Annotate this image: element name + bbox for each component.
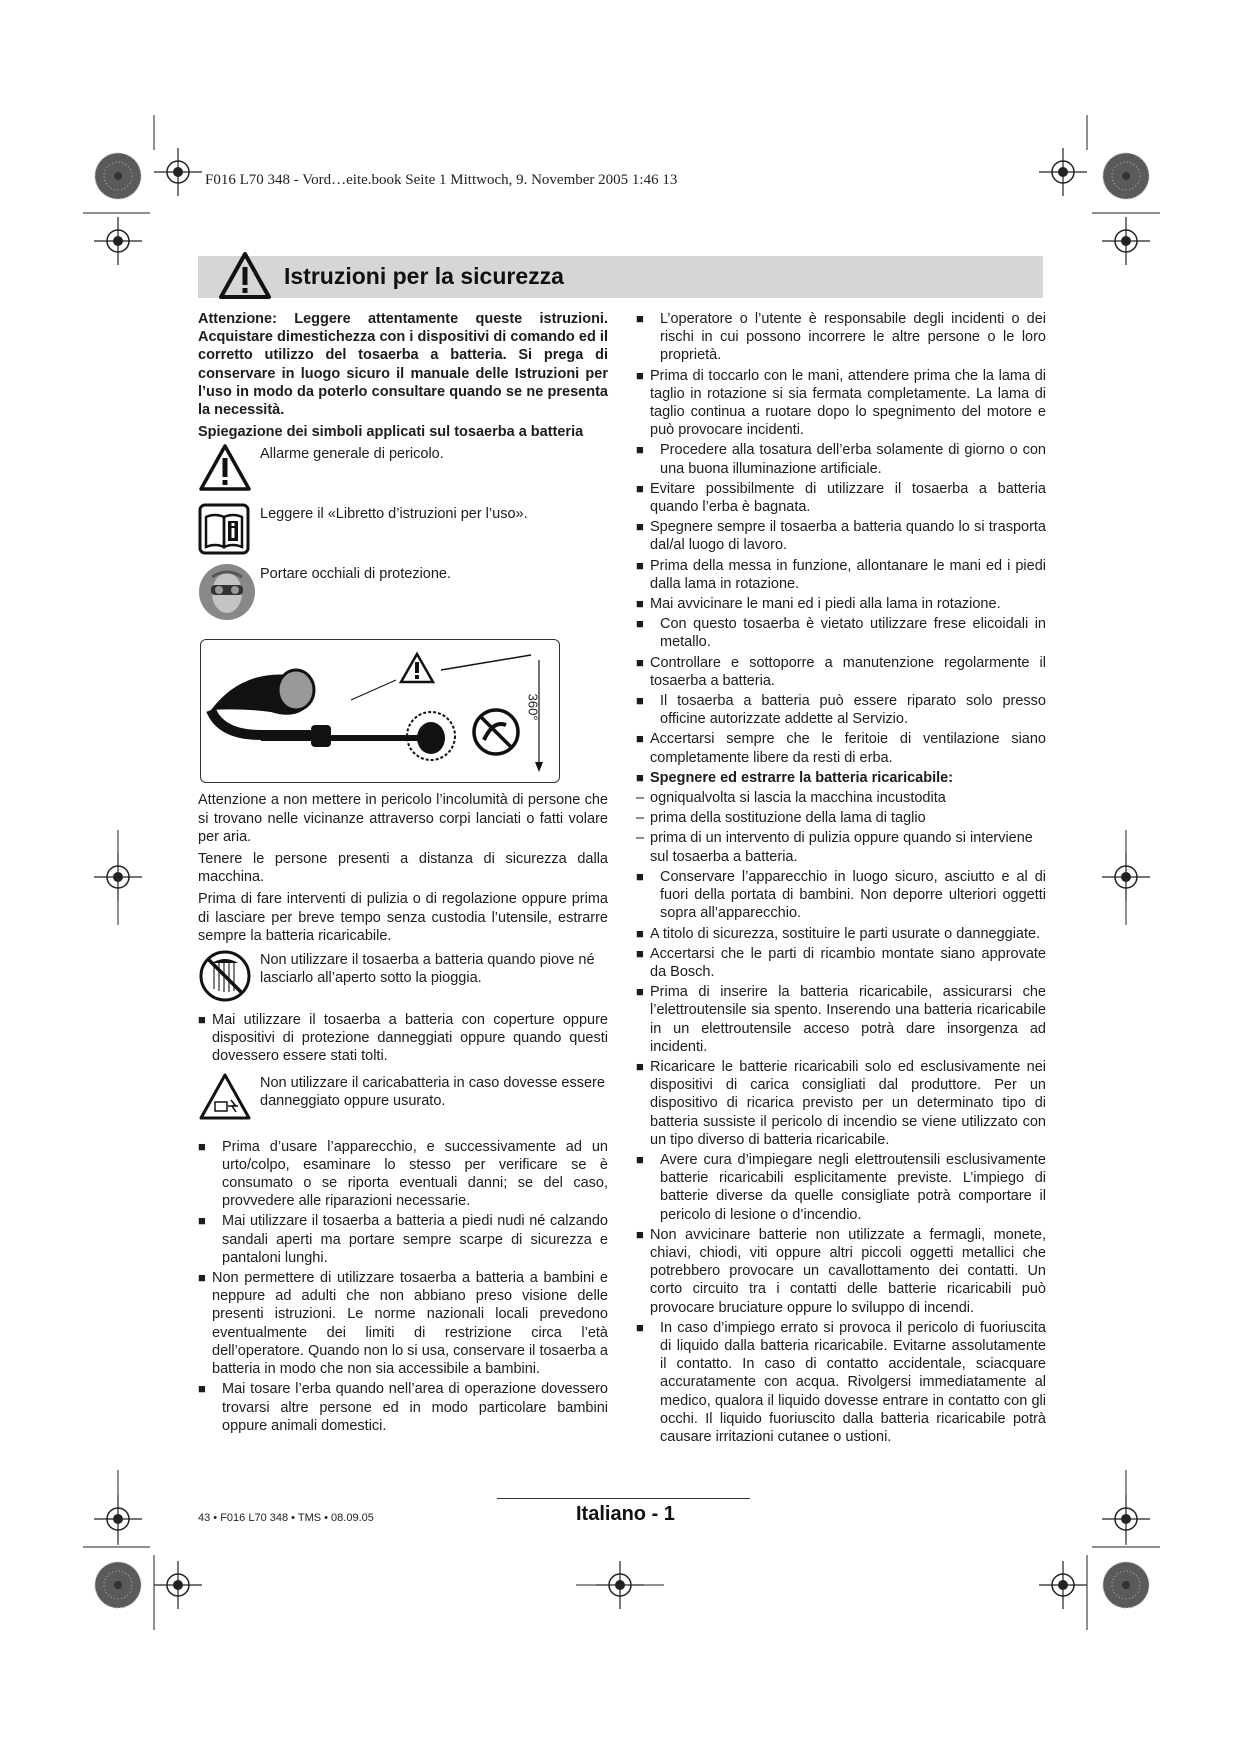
- bullet-item: ■ Procedere alla tosatura dell’erba solamente di giorno o con una buona illuminazione artificiale.: [636, 442, 1046, 477]
- print-slug: F016 L70 348 - Vord…eite.book Seite 1 Mittwoch, 9. November 2005 1:46 13: [205, 172, 678, 188]
- symbol-row: [198, 1072, 608, 1134]
- body-paragraph: Tenere le persone presenti a distanza di sicurezza dalla macchina.: [198, 851, 608, 886]
- symbol-label: Allarme generale di pericolo.: [260, 446, 444, 463]
- bullet-item: ■ A titolo di sicurezza, sostituire le parti usurate o danneggiate.: [636, 925, 1041, 942]
- symbol-label: Non utilizzare il caricabatteria in caso dovesse essere danneggiato oppure usurato.: [260, 1074, 605, 1109]
- bullet-item: ■ Accertarsi che le parti di ricambio montate siano approvate da Bosch.: [636, 945, 1046, 980]
- trimmer-illustration: [201, 640, 559, 782]
- bullet-item: ■ Prima di toccarlo con le mani, attendere prima che la lama di taglio in rotazione si sia fermata completamente. La lama di taglio continua a ruotare dopo lo spegnimento del motore e può provocare incidenti.: [636, 367, 1046, 439]
- warning-triangle-icon: [218, 251, 272, 301]
- bullet-item: ■ Spegnere ed estrarre la batteria ricaricabile:: [636, 769, 954, 786]
- bullet-item: ■ Mai utilizzare il tosaerba a batteria con coperture oppure dispositivi di protezione danneggiati oppure quando questi dovessero essere stati tolti.: [198, 1012, 608, 1065]
- bullet-item: ■ Controllare e sottoporre a manutenzione regolarmente il tosaerba a batteria.: [636, 654, 1046, 689]
- bullet-item: ■ In caso d’impiego errato si provoca il pericolo di fuoriuscita di liquido dalla batteria ricaricabile. Evitarne assolutamente il contatto. In caso di contatto accidentale, sciacquare accuratamente con acqua. Rivolgersi immediatamente al medico, qualora il liquido dovesse entrare in contatto con gli occhi. Il liquido fuoriuscito dalla batteria ricaricabile potrà causare irritazioni cutanee o ustioni.: [636, 1319, 1046, 1445]
- left-column: [198, 310, 608, 1437]
- symbol-row: [198, 443, 608, 499]
- dash-item: – prima di un intervento di pulizia oppure quando si interviene sul tosaerba a batteria.: [636, 830, 1033, 865]
- bullet-item: ■ Con questo tosaerba è vietato utilizzare frese elicoidali in metallo.: [636, 616, 1046, 651]
- bullet-item: ■ Prima d’usare l’apparecchio, e successivamente ad un urto/colpo, esaminare lo stesso per verificare se è consumato o se riporta eventuali danni; se del caso, provvedere alle riparazioni necessarie.: [198, 1138, 608, 1210]
- safety-goggles-icon: [198, 563, 256, 621]
- footer-doc-code: 43 • F016 L70 348 • TMS • 08.09.05: [198, 1512, 374, 1524]
- bullet-item: ■ Spegnere sempre il tosaerba a batteria quando lo si trasporta dal/al luogo di lavoro.: [636, 519, 1046, 554]
- body-paragraph: Attenzione a non mettere in pericolo l’incolumità di persone che si trovano nelle vicinanze attraverso corpi lanciati o fatti volare per aria.: [198, 792, 608, 845]
- right-column: [636, 310, 1046, 1448]
- body-paragraph: Prima di fare interventi di pulizia o di regolazione oppure prima di lasciare per breve tempo senza custodia l’utensile, estrarre sempre la batteria ricaricabile.: [198, 891, 608, 944]
- symbol-row: [198, 949, 608, 1007]
- dash-item: – prima della sostituzione della lama di taglio: [636, 810, 926, 827]
- section-header: [198, 256, 1043, 298]
- thrown-objects-figure: [200, 639, 560, 783]
- bullet-item: ■ Prima della messa in funzione, allontanare le mani ed i piedi dalla lama in rotazione.: [636, 557, 1046, 592]
- symbol-label: Non utilizzare il tosaerba a batteria quando piove né lasciarlo all’aperto sotto la pioggia.: [260, 952, 595, 987]
- symbol-label: Portare occhiali di protezione.: [260, 566, 452, 583]
- charger-warning-icon: [198, 1072, 252, 1122]
- bullet-item: ■ Il tosaerba a batteria può essere riparato solo presso officine autorizzate addette al Servizio.: [636, 693, 1046, 728]
- bullet-item: ■ Ricaricare le batterie ricaricabili solo ed esclusivamente nei dispositivi di carica consigliati dal produttore. Per un dispositivo di ricarica previsto per un determinato tipo di batteria sussiste il pericolo di incendio se viene utilizzato con un tipo diverso di batteria ricaricabile.: [636, 1058, 1046, 1148]
- bullet-item: ■ Prima di inserire la batteria ricaricabile, assicurarsi che l’elettroutensile sia spento. Inserendo una batteria ricaricabile in un elettroutensile acceso potrà dare insorgenza ad incidenti.: [636, 984, 1046, 1055]
- bullet-item: ■ Mai tosare l’erba quando nell’area di operazione dovessero trovarsi altre persone ed in modo particolare bambini oppure animali domestici.: [198, 1381, 608, 1434]
- bullet-item: ■ Accertarsi sempre che le feritoie di ventilazione siano completamente libere da resti di erba.: [636, 731, 1046, 766]
- page-number: Italiano - 1: [576, 1503, 675, 1525]
- bullet-item: ■ Non avvicinare batterie non utilizzate a fermagli, monete, chiavi, chiodi, viti oppure altri piccoli oggetti metallici che potrebbero provocare un cavallottamento dei contatti. Un corto circuito tra i contatti delle batterie ricaricabili può provocare bruciature oppure lo sviluppo di incendi.: [636, 1226, 1046, 1316]
- warning-icon: [198, 443, 252, 493]
- symbol-label: Leggere il «Libretto d’istruzioni per l’uso».: [260, 506, 528, 523]
- intro-paragraph: Attenzione: Leggere attentamente queste istruzioni. Acquistare dimestichezza con i dispositivi di comando ed il corretto utilizzo del tosaerba a batteria. Si prega di conservare in luogo sicuro il manuale delle Istruzioni per l’uso in modo da poterlo consultare quando se ne presenta la necessità.: [198, 311, 608, 419]
- symbol-row: [198, 563, 608, 625]
- symbol-row: [198, 503, 608, 559]
- footer-rule: [497, 1498, 750, 1499]
- dash-item: – ogniqualvolta si lascia la macchina incustodita: [636, 790, 946, 807]
- symbols-heading: Spiegazione dei simboli applicati sul tosaerba a batteria: [198, 424, 584, 441]
- bullet-item: ■ Mai utilizzare il tosaerba a batteria a piedi nudi né calzando sandali aperti ma portare sempre scarpe di sicurezza e pantaloni lunghi.: [198, 1213, 608, 1266]
- bullet-item: ■ Avere cura d’impiegare negli elettroutensili esclusivamente batterie ricaricabili esplicitamente previste. L’impiego di batterie diverse da quelle consigliate potrà comportare il pericolo di lesione o d’incendio.: [636, 1151, 1046, 1223]
- bullet-item: ■ Evitare possibilmente di utilizzare il tosaerba a batteria quando l’erba è bagnata.: [636, 480, 1046, 516]
- no-rain-icon: [198, 949, 252, 1003]
- rotation-label: 360°: [525, 694, 541, 721]
- manual-book-icon: [198, 503, 250, 555]
- bullet-item: ■ Mai avvicinare le mani ed i piedi alla lama in rotazione.: [636, 596, 1001, 613]
- bullet-item: ■ L’operatore o l’utente è responsabile degli incidenti o dei rischi in cui possono incorrere le altre persone o le loro proprietà.: [636, 311, 1046, 364]
- bullet-item: ■ Non permettere di utilizzare tosaerba a batteria a bambini e neppure ad adulti che non abbiano preso visione delle presenti istruzioni. Le norme nazionali locali prevedono eventualmente dei limiti di restrizione circa l’età dell’operatore. Quando non lo si usa, conservare il tosaerba a batteria in modo che non sia accessibile a bambini.: [198, 1270, 608, 1378]
- bullet-item: ■ Conservare l’apparecchio in luogo sicuro, asciutto e al di fuori della portata di bambini. Non deporre ulteriori oggetti sopra all’apparecchio.: [636, 868, 1046, 922]
- page-title: Istruzioni per la sicurezza: [284, 263, 564, 289]
